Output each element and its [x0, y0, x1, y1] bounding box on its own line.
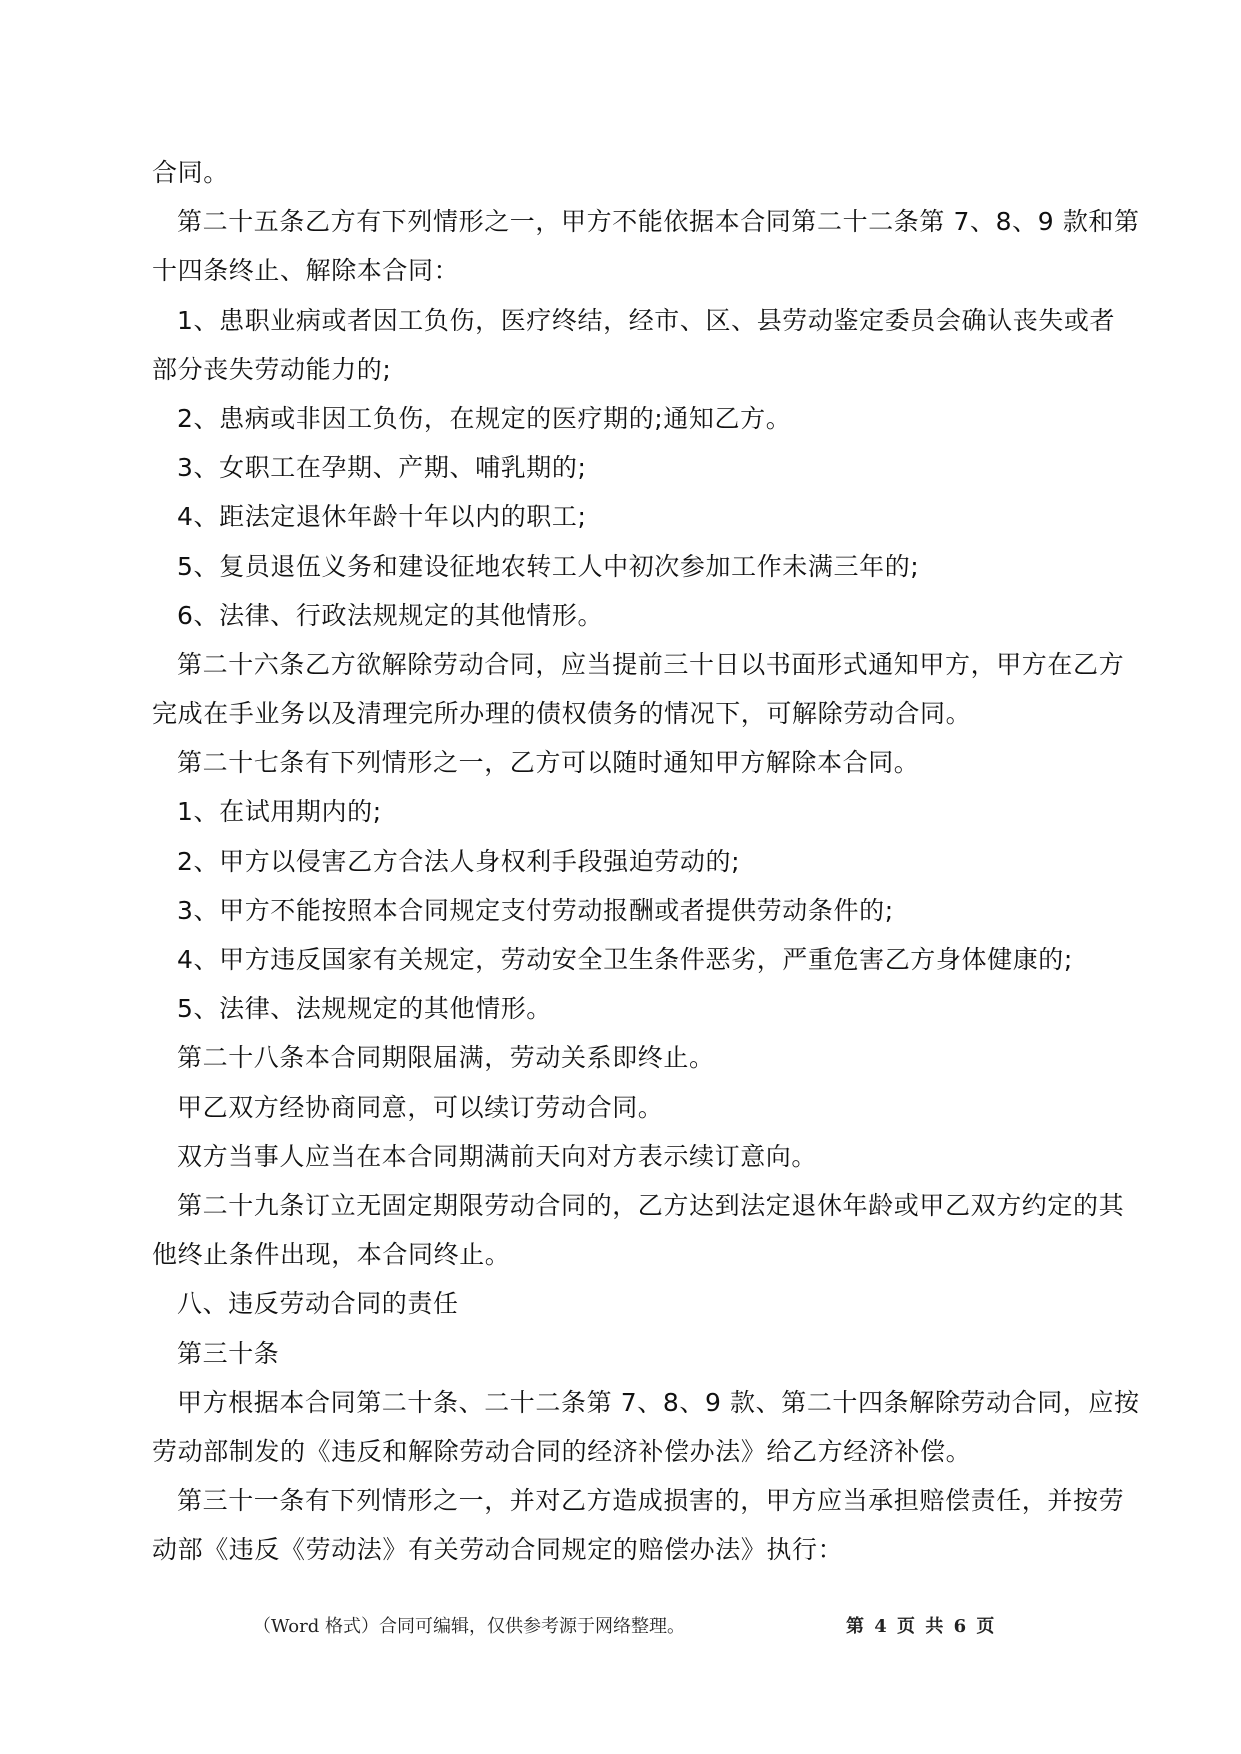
- page-number: 第 4 页 共 6 页: [846, 1616, 997, 1637]
- text-line: 2、患病或非因工负伤，在规定的医疗期的;通知乙方。: [177, 403, 792, 433]
- text-line: 4、甲方违反国家有关规定，劳动安全卫生条件恶劣，严重危害乙方身体健康的;: [177, 945, 1073, 974]
- text-line: 3、甲方不能按照本合同规定支付劳动报酬或者提供劳动条件的;: [177, 895, 894, 925]
- text-line: 八、违反劳动合同的责任: [177, 1289, 459, 1319]
- text-line: 双方当事人应当在本合同期满前天向对方表示续订意向。: [177, 1141, 818, 1171]
- text-line: 部分丧失劳动能力的;: [152, 354, 392, 384]
- text-line: 甲方根据本合同第二十条、二十二条第 7、8、9 款、第二十四条解除劳动合同，应按: [177, 1387, 1140, 1417]
- text-line: 第二十七条有下列情形之一，乙方可以随时通知甲方解除本合同。: [177, 748, 920, 778]
- text-line: 第二十五条乙方有下列情形之一，甲方不能依据本合同第二十二条第 7、8、9 款和第: [177, 207, 1140, 237]
- text-line: 5、法律、法规规定的其他情形。: [177, 994, 552, 1024]
- text-line: 完成在手业务以及清理完所办理的债权债务的情况下，可解除劳动合同。: [152, 699, 972, 729]
- document-body: [152, 148, 1140, 1574]
- text-line: 他终止条件出现，本合同终止。: [152, 1240, 511, 1270]
- text-line: 2、甲方以侵害乙方合法人身权利手段强迫劳动的;: [177, 846, 741, 876]
- text-line: 第二十六条乙方欲解除劳动合同，应当提前三十日以书面形式通知甲方，甲方在乙方: [177, 649, 1125, 679]
- text-line: 第三十一条有下列情形之一，并对乙方造成损害的，甲方应当承担赔偿责任，并按劳: [177, 1486, 1125, 1516]
- text-line: 1、在试用期内的;: [177, 797, 382, 827]
- text-line: 4、距法定退休年龄十年以内的职工;: [177, 502, 587, 532]
- text-line: 第二十九条订立无固定期限劳动合同的，乙方达到法定退休年龄或甲乙双方约定的其: [177, 1190, 1125, 1220]
- text-line: 第三十条: [177, 1338, 280, 1368]
- text-line: 合同。: [152, 158, 229, 187]
- text-line: 3、女职工在孕期、产期、哺乳期的;: [177, 453, 587, 483]
- footer-note: （Word 格式）合同可编辑，仅供参考源于网络整理。: [253, 1616, 685, 1637]
- text-line: 第二十八条本合同期限届满，劳动关系即终止。: [177, 1043, 715, 1073]
- text-line: 十四条终止、解除本合同：: [152, 256, 460, 286]
- text-line: 1、患职业病或者因工负伤，医疗终结，经市、区、县劳动鉴定委员会确认丧失或者: [177, 305, 1116, 335]
- text-line: 动部《违反《劳动法》有关劳动合同规定的赔偿办法》执行：: [152, 1535, 844, 1565]
- text-line: 6、法律、行政法规规定的其他情形。: [177, 600, 604, 630]
- text-line: 5、复员退伍义务和建设征地农转工人中初次参加工作未满三年的;: [177, 551, 920, 581]
- text-line: 甲乙双方经协商同意，可以续订劳动合同。: [177, 1092, 664, 1122]
- page-footer: [0, 1612, 1241, 1642]
- text-line: 劳动部制发的《违反和解除劳动合同的经济补偿办法》给乙方经济补偿。: [152, 1436, 972, 1466]
